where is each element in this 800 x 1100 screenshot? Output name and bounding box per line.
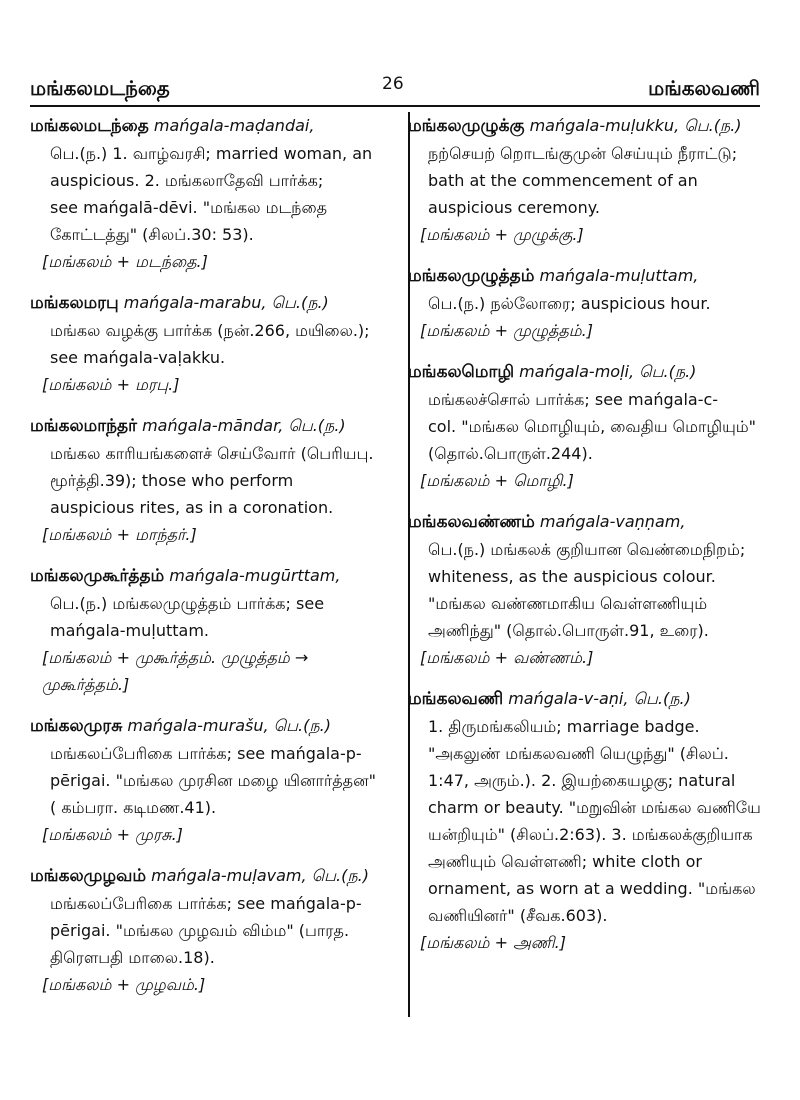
entry-etymology: [மங்கலம் + மொழி.] (420, 471, 574, 490)
entry-definition-line: mańgala-muḷuttam. (50, 621, 210, 640)
entry-etymology: [மங்கலம் + முழவம்.] (42, 975, 206, 994)
entry-definition-line: மூர்த்தி.39); those who perform (50, 471, 294, 490)
entry-definition-line: "அகலுண் மங்கலவணி யெழுந்து" (சிலப். (428, 744, 729, 763)
entry-transliteration: mańgala-māndar, பெ.(ந.) (136, 416, 346, 435)
entry-definition-line: col. "மங்கல மொழியும், வைதிய மொழியும்" (428, 417, 757, 436)
entry-definition-line: 1:47, அரும்.). 2. இயற்கையழகு; natural (428, 771, 736, 790)
entry-headword: மங்கலமுழுத்தம் (408, 266, 535, 286)
page-number: 26 (382, 74, 404, 94)
dictionary-entry (408, 262, 765, 344)
entry-definition-line: வணியினர்" (சீவக.603). (428, 906, 608, 925)
entry-transliteration: mańgala-murašu, பெ.(ந.) (122, 716, 331, 735)
dictionary-entry (30, 289, 394, 398)
entry-etymology: [மங்கலம் + மாந்தர்.] (42, 525, 197, 544)
entry-etymology: [மங்கலம் + வண்ணம்.] (420, 648, 594, 667)
entry-headword: மங்கலவணி (408, 689, 504, 709)
dictionary-entry (408, 358, 765, 494)
entry-headword: மங்கலமுழவம் (30, 866, 147, 886)
entry-transliteration: mańgala-marabu, பெ.(ந.) (118, 293, 329, 312)
dictionary-entry (408, 685, 765, 956)
entry-definition-line: auspicious ceremony. (428, 198, 600, 217)
entry-definition-line: pērigai. "மங்கல முழவம் விம்ம" (பாரத. (50, 921, 350, 940)
entry-definition-line: பெ.(ந.) மங்கலக் குறியான வெண்மைநிறம்; (428, 540, 746, 559)
entry-definition-line: ornament, as worn at a wedding. "மங்கல (428, 879, 756, 898)
entry-definition-line: மங்கலச்சொல் பார்க்க; see mańgala-c- (428, 390, 719, 409)
dictionary-entry (30, 112, 394, 275)
entry-definition-line: அணிந்து" (தொல்.பொருள்.91, உரை). (428, 621, 709, 640)
entry-definition-line: யன்றியும்" (சிலப்.2:63). 3. மங்கலக்குறியாக (428, 825, 753, 844)
dictionary-entry (30, 862, 394, 998)
entry-transliteration: mańgala-maḍandai, (148, 116, 315, 135)
page-header (30, 70, 760, 104)
entry-definition-line: whiteness, as the auspicious colour. (428, 567, 716, 586)
entry-transliteration: mańgala-muḷuttam, (534, 266, 699, 285)
entry-definition-line: மங்கல வழக்கு பார்க்க (நன்.266, மயிலை.); (50, 321, 370, 340)
dictionary-entry (408, 508, 765, 671)
entry-definition-line: see mańgala-vaḷakku. (50, 348, 226, 367)
entry-definition-line: பெ.(ந.) மங்கலமுழுத்தம் பார்க்க; see (50, 594, 325, 613)
entry-transliteration: mańgala-moḷi, பெ.(ந.) (514, 362, 697, 381)
entry-headword: மங்கலமொழி (408, 362, 515, 382)
entry-definition-line: அணியும் வெள்ளணி; white cloth or (428, 852, 702, 871)
entry-etymology: [மங்கலம் + அணி.] (420, 933, 567, 952)
entry-headword: மங்கலமரபு (30, 293, 119, 313)
entry-definition-line: மங்கலப்பேரிகை பார்க்க; see mańgala-p- (50, 894, 362, 913)
entry-definition-line: பெ.(ந.) நல்லோரை; auspicious hour. (428, 294, 711, 313)
dictionary-entry (408, 112, 765, 248)
entry-etymology: [மங்கலம் + முகூர்த்தம். முழுத்தம் → முகூர்த்தம்.] (42, 648, 309, 694)
entry-headword: மங்கலமாந்தர் (30, 416, 137, 436)
column-divider (408, 112, 410, 1017)
entry-definition-line: charm or beauty. "மறுவின் மங்கல வணியே (428, 798, 761, 817)
entry-transliteration: mańgala-muḷukku, பெ.(ந.) (524, 116, 742, 135)
entry-transliteration: mańgala-v-aṇi, பெ.(ந.) (503, 689, 691, 708)
entry-etymology: [மங்கலம் + முரசு.] (42, 825, 183, 844)
entry-etymology: [மங்கலம் + மரபு.] (42, 375, 180, 394)
entry-headword: மங்கலமடந்தை (30, 116, 149, 136)
entry-transliteration: mańgala-vaṇṇam, (534, 512, 686, 531)
entry-headword: மங்கலவண்ணம் (408, 512, 535, 532)
entry-definition-line: "மங்கல வண்ணமாகிய வெள்ளணியும் (428, 594, 708, 613)
entry-definition-line: see mańgalā-dēvi. "மங்கல மடந்தை (50, 198, 327, 217)
dictionary-entry (30, 712, 394, 848)
entry-etymology: [மங்கலம் + மடந்தை.] (42, 252, 208, 271)
entry-definition-line: மங்கலப்பேரிகை பார்க்க; see mańgala-p- (50, 744, 362, 763)
left-column (30, 112, 394, 1012)
entry-headword: மங்கலமுகூர்த்தம் (30, 566, 165, 586)
dictionary-entry (30, 412, 394, 548)
entry-transliteration: mańgala-muḷavam, பெ.(ந.) (146, 866, 369, 885)
entry-definition-line: மங்கல காரியங்களைச் செய்வோர் (பெரியபு. (50, 444, 374, 463)
entry-transliteration: mańgala-mugūrttam, (164, 566, 341, 585)
entry-etymology: [மங்கலம் + முழுத்தம்.] (420, 321, 594, 340)
dictionary-entry (30, 562, 394, 698)
header-right-guideword: மங்கலவணி (648, 76, 760, 100)
entry-headword: மங்கலமுழுக்கு (408, 116, 525, 136)
entry-definition-line: ( கம்பரா. கடிமண.41). (50, 798, 217, 817)
entry-etymology: [மங்கலம் + முழுக்கு.] (420, 225, 584, 244)
header-rule (30, 105, 760, 107)
header-left-guideword: மங்கலமடந்தை (30, 76, 170, 100)
entry-headword: மங்கலமுரசு (30, 716, 123, 736)
right-column (408, 112, 765, 970)
entry-definition-line: auspicious. 2. மங்கலாதேவி பார்க்க; (50, 171, 324, 190)
entry-definition-line: bath at the commencement of an (428, 171, 698, 190)
entry-definition-line: pērigai. "மங்கல முரசின மழை யினார்த்தன" (50, 771, 376, 790)
entry-definition-line: பெ.(ந.) 1. வாழ்வரசி; married woman, an (50, 144, 373, 163)
entry-definition-line: திரௌபதி மாலை.18). (50, 948, 215, 967)
entry-definition-line: கோட்டத்து" (சிலப்.30: 53). (50, 225, 254, 244)
entry-definition-line: (தொல்.பொருள்.244). (428, 444, 593, 463)
entry-definition-line: 1. திருமங்கலியம்; marriage badge. (428, 717, 700, 736)
entry-definition-line: நற்செயற் றொடங்குமுன் செய்யும் நீராட்டு; (428, 144, 738, 163)
entry-definition-line: auspicious rites, as in a coronation. (50, 498, 334, 517)
